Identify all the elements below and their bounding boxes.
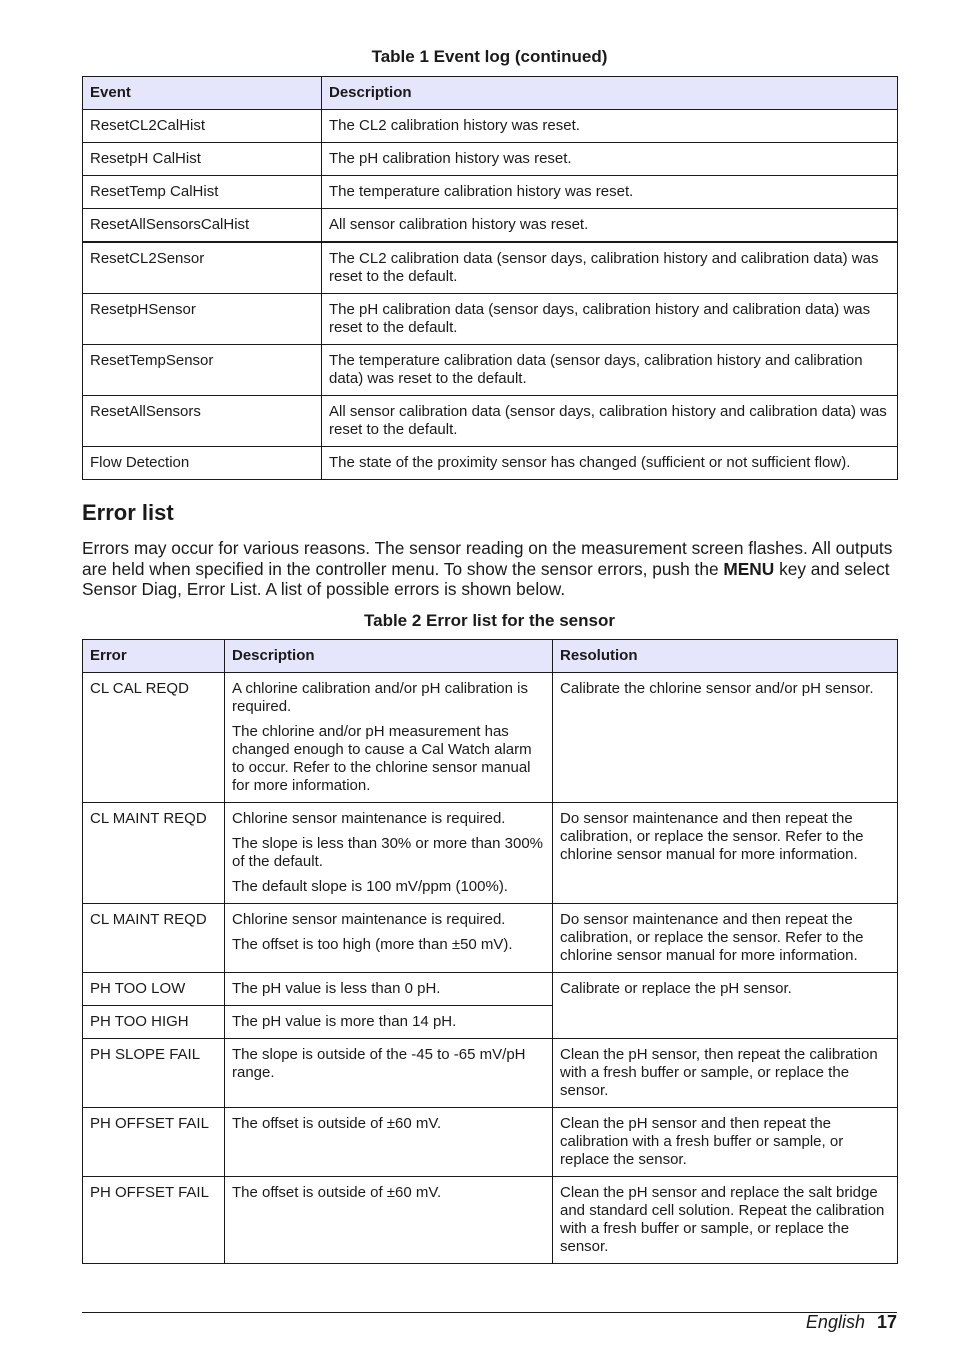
event-cell: ResetTemp CalHist	[83, 176, 322, 209]
intro-text-end: key and select Sensor Diag, Error List. A list of possible errors is shown below.	[82, 558, 890, 599]
event-cell: ResetAllSensorsCalHist	[83, 209, 322, 243]
footer-divider	[82, 1312, 897, 1313]
table-header-row	[83, 77, 898, 110]
header-description: Description	[225, 640, 553, 673]
description-cell: The temperature calibration data (sensor days, calibration history and calibration data) was reset to the default.	[322, 345, 898, 396]
description-cell: The pH calibration history was reset.	[322, 143, 898, 176]
error-cell: CL CAL REQD	[83, 673, 225, 803]
table-row	[83, 803, 898, 904]
header-resolution: Resolution	[553, 640, 898, 673]
description-line: The pH value is less than 0 pH.	[232, 980, 441, 997]
table-row	[83, 143, 898, 176]
table-row	[83, 396, 898, 447]
description-cell: The CL2 calibration data (sensor days, calibration history and calibration data) was reset to the default.	[322, 242, 898, 294]
table-row	[83, 447, 898, 480]
description-line: The offset is outside of ±60 mV.	[232, 1184, 442, 1201]
table-row	[83, 1039, 898, 1108]
resolution-cell: Calibrate the chlorine sensor and/or pH sensor.	[553, 673, 898, 803]
intro-text-start: Errors may occur for various reasons. The sensor reading on the measurement screen flashes. All outputs are held when specified in the controller menu. To show the sensor errors, push the	[82, 538, 893, 579]
description-cell	[225, 1006, 553, 1039]
resolution-cell: Do sensor maintenance and then repeat the calibration, or replace the sensor. Refer to the chlorine sensor manual for more information.	[553, 904, 898, 973]
table-row	[83, 176, 898, 209]
error-cell: PH TOO LOW	[83, 973, 225, 1006]
table-header-row	[83, 640, 898, 673]
description-cell	[225, 1039, 553, 1108]
description-line: A chlorine calibration and/or pH calibration is required.	[232, 680, 528, 715]
description-line: The slope is outside of the -45 to -65 mV/pH range.	[232, 1046, 526, 1081]
description-cell	[225, 803, 553, 904]
event-cell: ResetCL2CalHist	[83, 110, 322, 143]
resolution-cell: Calibrate or replace the pH sensor.	[553, 973, 898, 1039]
description-cell	[225, 1108, 553, 1177]
page-number: 17	[876, 1312, 897, 1332]
description-line: Chlorine sensor maintenance is required.	[232, 911, 506, 928]
header-description: Description	[322, 77, 898, 110]
description-cell: All sensor calibration history was reset.	[322, 209, 898, 243]
table-row	[83, 242, 898, 294]
resolution-cell: Clean the pH sensor and then repeat the calibration with a fresh buffer or sample, or replace the sensor.	[553, 1108, 898, 1177]
footer-language: English	[805, 1312, 865, 1332]
event-cell: ResetpH CalHist	[83, 143, 322, 176]
table-row	[83, 294, 898, 345]
event-log-table	[82, 76, 898, 480]
description-cell: The temperature calibration history was reset.	[322, 176, 898, 209]
description-line: The slope is less than 30% or more than 300% of the default.	[232, 835, 544, 870]
description-line: Chlorine sensor maintenance is required.	[232, 810, 506, 827]
table-row	[83, 1177, 898, 1264]
description-line: The offset is too high (more than ±50 mV).	[232, 936, 513, 953]
description-line: The default slope is 100 mV/ppm (100%).	[232, 878, 508, 895]
table1-caption: Table 1 Event log (continued)	[371, 47, 608, 66]
table-row	[83, 209, 898, 243]
description-line: The offset is outside of ±60 mV.	[232, 1115, 442, 1132]
event-cell: ResetTempSensor	[83, 345, 322, 396]
description-line: The pH value is more than 14 pH.	[232, 1013, 457, 1030]
event-cell: ResetAllSensors	[83, 396, 322, 447]
table-row	[83, 673, 898, 803]
description-cell: The state of the proximity sensor has changed (sufficient or not sufficient flow).	[322, 447, 898, 480]
menu-key-label: MENU	[723, 558, 775, 579]
description-cell	[225, 1177, 553, 1264]
table-row	[83, 110, 898, 143]
table-row	[83, 973, 898, 1006]
description-cell: All sensor calibration data (sensor days, calibration history and calibration data) was reset to the default.	[322, 396, 898, 447]
table-row	[83, 1108, 898, 1177]
resolution-cell: Clean the pH sensor and replace the salt bridge and standard cell solution. Repeat the calibration with a fresh buffer or sample, or replace the sensor.	[553, 1177, 898, 1264]
description-cell: The pH calibration data (sensor days, calibration history and calibration data) was reset to the default.	[322, 294, 898, 345]
intro-paragraph	[82, 538, 897, 600]
event-cell: Flow Detection	[83, 447, 322, 480]
section-heading: Error list	[82, 500, 174, 525]
page-footer	[806, 1312, 897, 1332]
header-error: Error	[83, 640, 225, 673]
description-cell	[225, 673, 553, 803]
resolution-cell: Clean the pH sensor, then repeat the calibration with a fresh buffer or sample, or replace the sensor.	[553, 1039, 898, 1108]
error-cell: CL MAINT REQD	[83, 904, 225, 973]
event-cell: ResetpHSensor	[83, 294, 322, 345]
description-cell: The CL2 calibration history was reset.	[322, 110, 898, 143]
description-cell	[225, 904, 553, 973]
error-cell: PH OFFSET FAIL	[83, 1177, 225, 1264]
error-list-table	[82, 639, 898, 1264]
resolution-cell: Do sensor maintenance and then repeat the calibration, or replace the sensor. Refer to the chlorine sensor manual for more information.	[553, 803, 898, 904]
error-cell: PH SLOPE FAIL	[83, 1039, 225, 1108]
error-cell: PH TOO HIGH	[83, 1006, 225, 1039]
table2-caption: Table 2 Error list for the sensor	[364, 611, 615, 630]
error-cell: CL MAINT REQD	[83, 803, 225, 904]
table-row	[83, 904, 898, 973]
error-cell: PH OFFSET FAIL	[83, 1108, 225, 1177]
header-event: Event	[83, 77, 322, 110]
description-cell	[225, 973, 553, 1006]
table-row	[83, 345, 898, 396]
description-line: The chlorine and/or pH measurement has changed enough to cause a Cal Watch alarm to occur. Refer to the chlorine sensor manual for more information.	[232, 723, 532, 794]
event-cell: ResetCL2Sensor	[83, 242, 322, 294]
